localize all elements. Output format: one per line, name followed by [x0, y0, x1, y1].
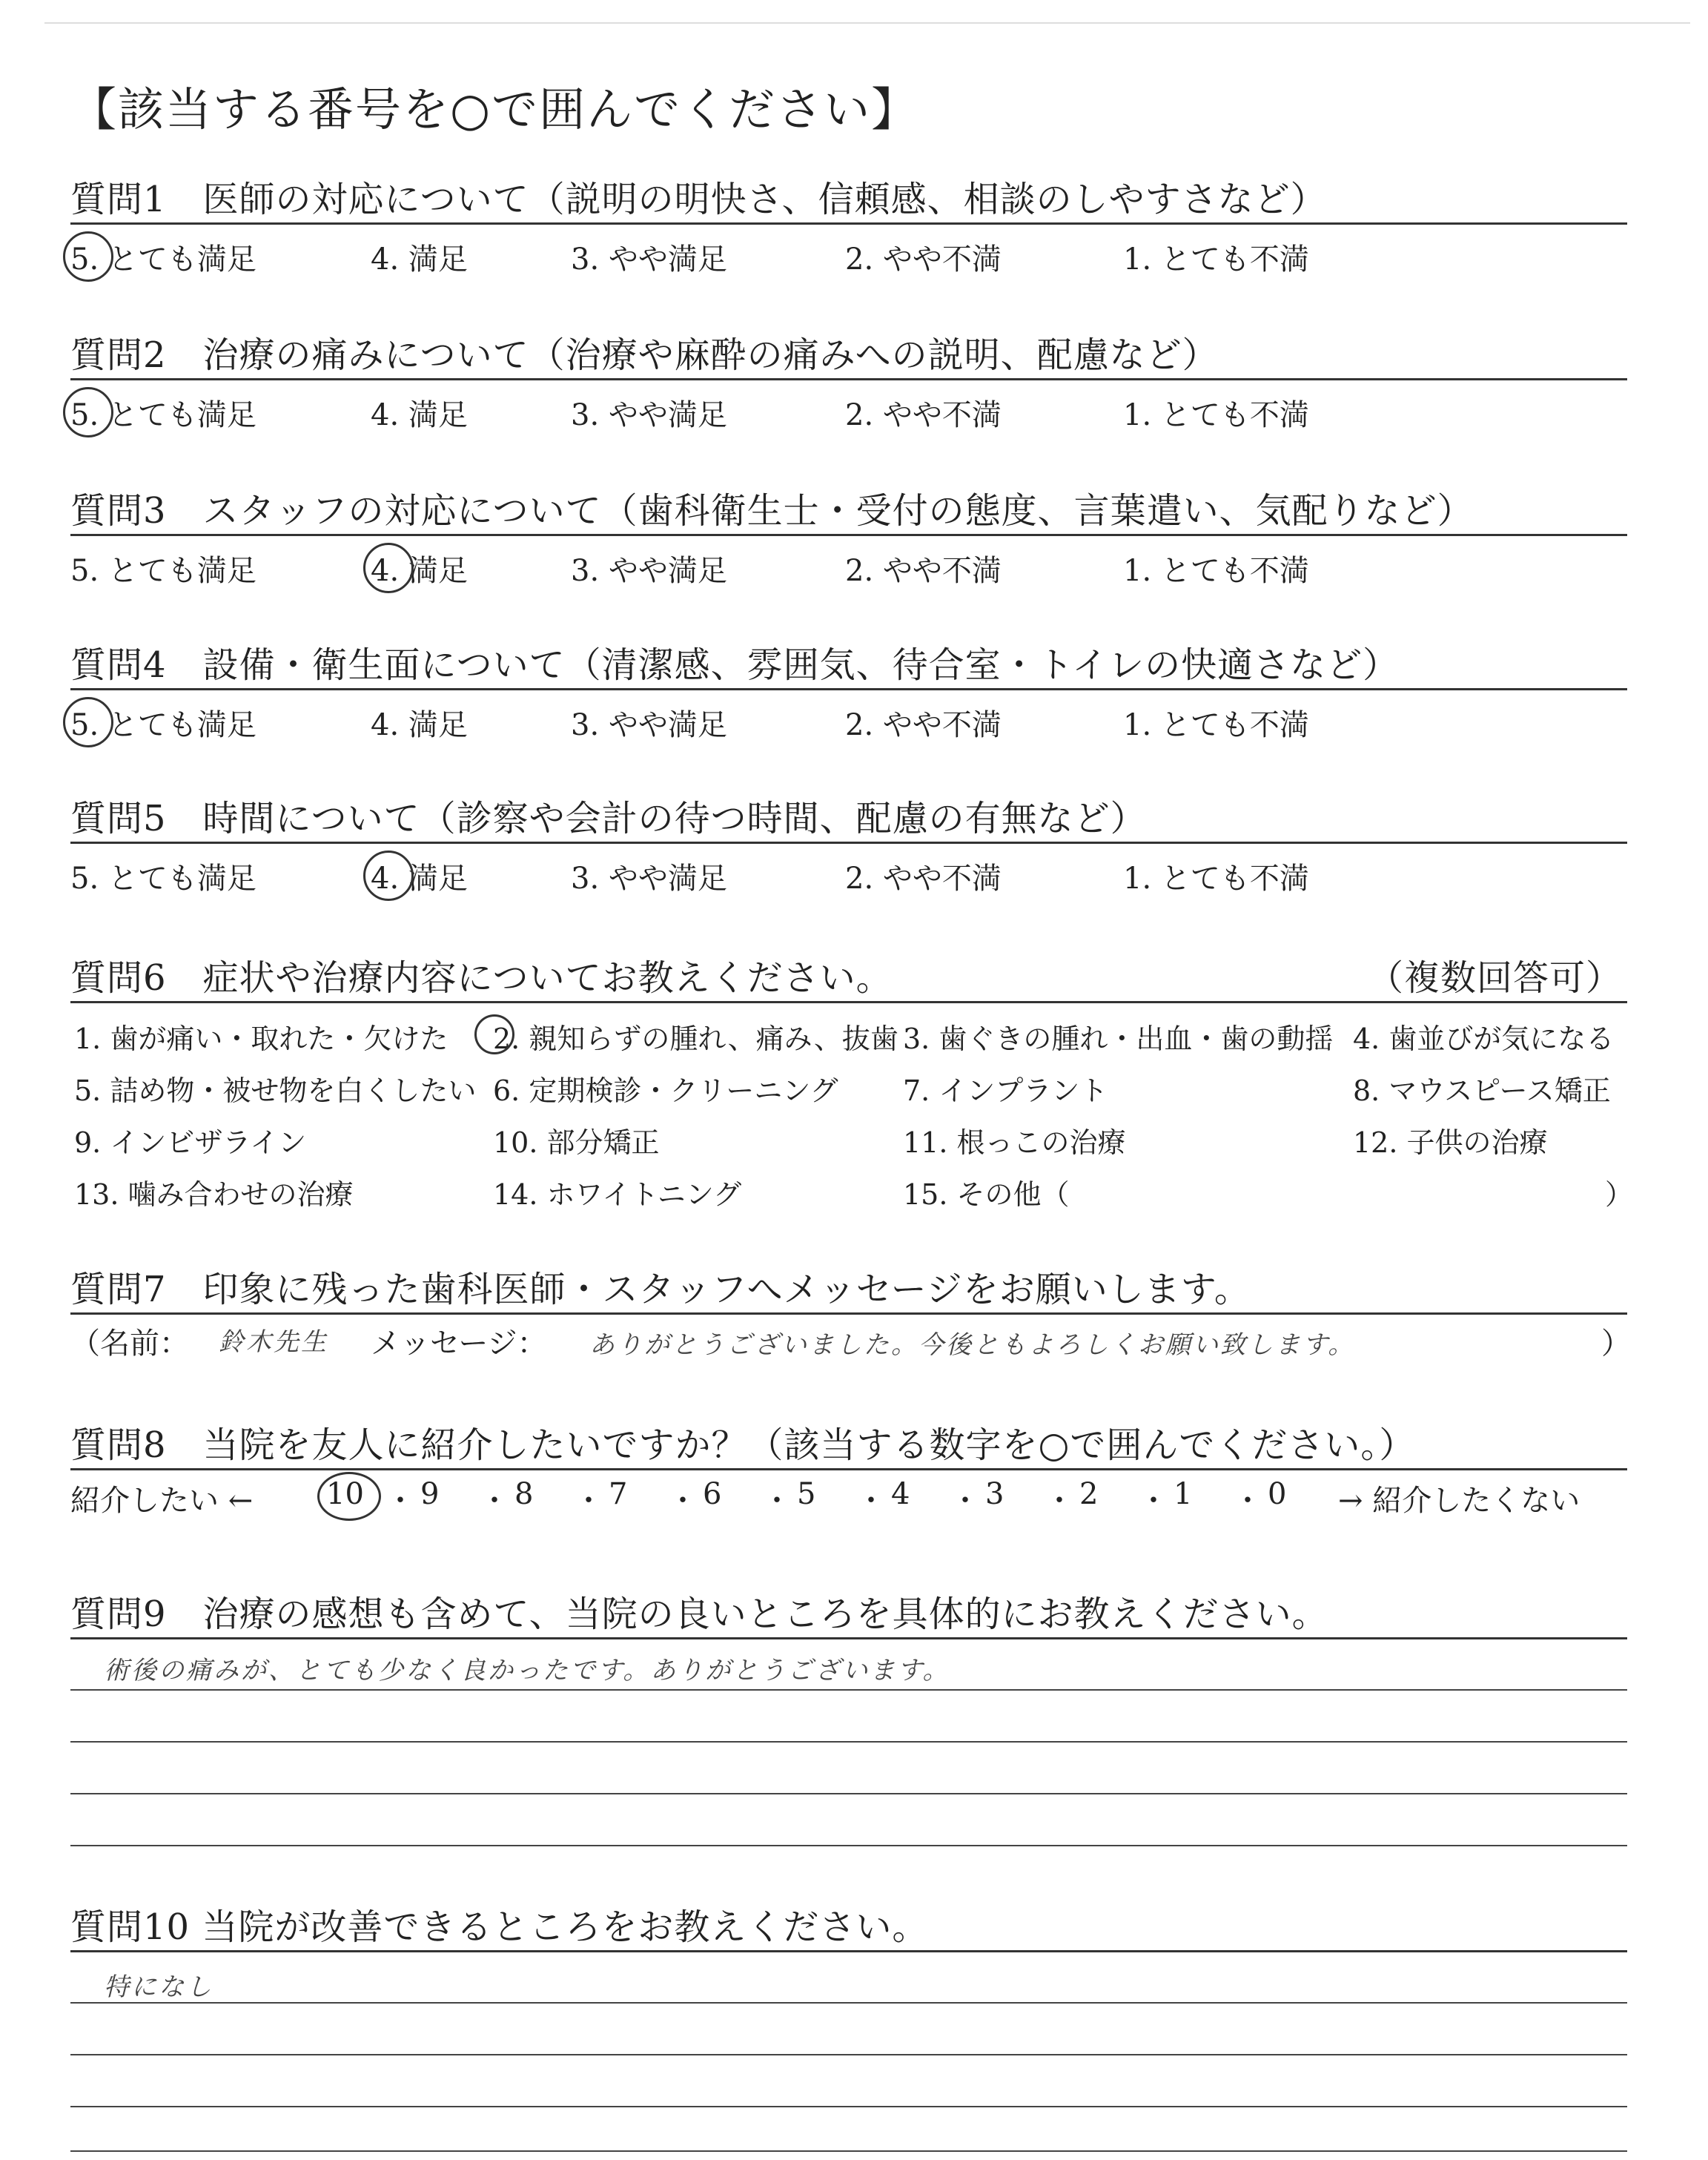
q10-label: 質問10 当院が改善できるところをお教えください。 — [70, 1906, 929, 1948]
q4-option-1[interactable]: 1. とても不満 — [1123, 708, 1309, 742]
q8-scale-0[interactable]: 0 — [1268, 1477, 1287, 1511]
q6-item-10[interactable]: 10. 部分矯正 — [493, 1126, 660, 1159]
q6-item-14[interactable]: 14. ホワイトニング — [493, 1178, 742, 1211]
q6-item-2[interactable]: 2. 親知らずの腫れ、痛み、抜歯 — [493, 1023, 898, 1055]
scan-edge-line — [44, 22, 1690, 24]
q6-note: （複数回答可） — [1368, 957, 1623, 999]
q8-scale-separator: ・ — [480, 1484, 509, 1518]
q4-option-3[interactable]: 3. やや満足 — [571, 708, 727, 742]
q7-message-label: メッセージ： — [371, 1327, 547, 1361]
q6-item-11[interactable]: 11. 根っこの治療 — [903, 1126, 1126, 1159]
q5-option-4[interactable]: 4. 満足 — [371, 862, 468, 896]
q6-item-3[interactable]: 3. 歯ぐきの腫れ・出血・歯の動揺 — [903, 1023, 1334, 1055]
q7-close-paren: ） — [1601, 1327, 1631, 1361]
q5-option-3[interactable]: 3. やや満足 — [571, 862, 727, 896]
q7-name-label: （名前： — [70, 1327, 189, 1361]
q5-label: 質問5 時間について（診察や会計の待つ時間、配慮の有無など） — [70, 798, 1147, 839]
q1-label: 質問1 医師の対応について（説明の明快さ、信頼感、相談のしやすさなど） — [70, 179, 1327, 220]
q6-item-5[interactable]: 5. 詰め物・被せ物を白くしたい — [74, 1074, 477, 1107]
q10-line-1 — [70, 2002, 1627, 2004]
q7-label: 質問7 印象に残った歯科医師・スタッフへメッセージをお願いします。 — [70, 1269, 1251, 1310]
q6-other-close-paren: ） — [1605, 1178, 1634, 1211]
q7-rule — [70, 1312, 1627, 1315]
q8-right-label: → 紹介したくない — [1338, 1484, 1580, 1518]
page-title: 【該当する番号を○で囲んでください】 — [70, 82, 919, 136]
q8-label: 質問8 当院を友人に紹介したいですか？（該当する数字を○で囲んでください。） — [70, 1424, 1416, 1466]
q1-option-1[interactable]: 1. とても不満 — [1123, 242, 1309, 277]
q9-line-1 — [70, 1689, 1627, 1691]
q6-item-12[interactable]: 12. 子供の治療 — [1353, 1126, 1548, 1159]
q4-option-2[interactable]: 2. やや不満 — [845, 708, 1002, 742]
q8-scale-9[interactable]: 9 — [420, 1477, 440, 1511]
q6-item-13[interactable]: 13. 噛み合わせの治療 — [74, 1178, 354, 1211]
q6-item-15[interactable]: 15. その他（ — [903, 1178, 1070, 1211]
q8-scale-separator: ・ — [1139, 1484, 1168, 1518]
q3-selected-circle — [363, 543, 414, 593]
q8-scale-7[interactable]: 7 — [609, 1477, 628, 1511]
q9-line-3 — [70, 1793, 1627, 1794]
q2-option-2[interactable]: 2. やや不満 — [845, 398, 1002, 432]
q8-scale-5[interactable]: 5 — [797, 1477, 816, 1511]
q8-rule — [70, 1468, 1627, 1470]
q6-item-8[interactable]: 8. マウスピース矯正 — [1353, 1074, 1611, 1107]
q3-rule — [70, 534, 1627, 536]
q8-scale-2[interactable]: 2 — [1079, 1477, 1099, 1511]
q2-option-5[interactable]: 5. とても満足 — [70, 398, 256, 432]
q8-scale-8[interactable]: 8 — [514, 1477, 534, 1511]
q8-scale-separator: ・ — [1045, 1484, 1074, 1518]
q4-option-5[interactable]: 5. とても満足 — [70, 708, 256, 742]
q8-scale-6[interactable]: 6 — [703, 1477, 722, 1511]
q8-scale-separator: ・ — [668, 1484, 698, 1518]
q5-option-1[interactable]: 1. とても不満 — [1123, 862, 1309, 896]
q4-option-4[interactable]: 4. 満足 — [371, 708, 468, 742]
q8-scale-separator: ・ — [574, 1484, 603, 1518]
q1-option-5[interactable]: 5. とても満足 — [70, 242, 256, 277]
q1-rule — [70, 222, 1627, 225]
q5-rule — [70, 842, 1627, 844]
q8-scale-separator: ・ — [1233, 1484, 1262, 1518]
q2-selected-circle — [63, 387, 113, 437]
q9-rule — [70, 1637, 1627, 1639]
q8-selected-circle — [317, 1472, 381, 1521]
q8-scale-separator: ・ — [762, 1484, 792, 1518]
q3-option-3[interactable]: 3. やや満足 — [571, 554, 727, 588]
q9-line-2 — [70, 1741, 1627, 1743]
q4-label: 質問4 設備・衛生面について（清潔感、雰囲気、待合室・トイレの快適さなど） — [70, 644, 1400, 686]
q6-item-7[interactable]: 7. インプラント — [903, 1074, 1108, 1107]
q3-option-2[interactable]: 2. やや不満 — [845, 554, 1002, 588]
q3-option-5[interactable]: 5. とても満足 — [70, 554, 256, 588]
q5-option-2[interactable]: 2. やや不満 — [845, 862, 1002, 896]
q9-label: 質問9 治療の感想も含めて、当院の良いところを具体的にお教えください。 — [70, 1593, 1328, 1635]
q2-label: 質問2 治療の痛みについて（治療や麻酔の痛みへの説明、配慮など） — [70, 334, 1219, 376]
q9-line-4 — [70, 1845, 1627, 1846]
q6-selected-circle — [474, 1014, 514, 1054]
q3-option-4[interactable]: 4. 満足 — [371, 554, 468, 588]
q8-scale-separator: ・ — [950, 1484, 980, 1518]
q10-answer[interactable]: 特になし — [104, 1972, 214, 2002]
q8-left-label: 紹介したい ← — [70, 1484, 254, 1518]
q8-scale-10[interactable]: 10 — [326, 1477, 364, 1511]
q10-line-3 — [70, 2106, 1627, 2107]
q5-option-5[interactable]: 5. とても満足 — [70, 862, 256, 896]
q1-option-2[interactable]: 2. やや不満 — [845, 242, 1002, 277]
q2-option-1[interactable]: 1. とても不満 — [1123, 398, 1309, 432]
q10-line-2 — [70, 2054, 1627, 2055]
q4-selected-circle — [63, 697, 113, 747]
q6-label: 質問6 症状や治療内容についてお教えください。 — [70, 957, 893, 999]
q1-option-3[interactable]: 3. やや満足 — [571, 242, 727, 277]
q6-item-4[interactable]: 4. 歯並びが気になる — [1353, 1023, 1615, 1055]
q9-answer[interactable]: 術後の痛みが、とても少なく良かったです。ありがとうございます。 — [104, 1656, 950, 1685]
q1-option-4[interactable]: 4. 満足 — [371, 242, 468, 277]
q7-message-value[interactable]: ありがとうございました。今後ともよろしくお願い致します。 — [589, 1330, 1356, 1360]
q6-item-1[interactable]: 1. 歯が痛い・取れた・欠けた — [74, 1023, 448, 1055]
q10-rule — [70, 1950, 1627, 1952]
q1-selected-circle — [63, 231, 113, 282]
q2-option-3[interactable]: 3. やや満足 — [571, 398, 727, 432]
q8-scale-separator: ・ — [856, 1484, 886, 1518]
q8-scale-1[interactable]: 1 — [1174, 1477, 1193, 1511]
q4-rule — [70, 688, 1627, 690]
q6-item-9[interactable]: 9. インビザライン — [74, 1126, 307, 1159]
q8-scale-separator: ・ — [385, 1484, 415, 1518]
q8-scale-4[interactable]: 4 — [891, 1477, 910, 1511]
q6-rule — [70, 1001, 1627, 1003]
q3-label: 質問3 スタッフの対応について（歯科衛生士・受付の態度、言葉遣い、気配りなど） — [70, 490, 1474, 532]
q5-selected-circle — [363, 851, 414, 901]
q10-line-4 — [70, 2150, 1627, 2152]
q6-item-6[interactable]: 6. 定期検診・クリーニング — [493, 1074, 838, 1107]
q8-scale-3[interactable]: 3 — [985, 1477, 1004, 1511]
q7-name-value[interactable]: 鈴木先生 — [219, 1327, 328, 1357]
q2-rule — [70, 378, 1627, 380]
q3-option-1[interactable]: 1. とても不満 — [1123, 554, 1309, 588]
q2-option-4[interactable]: 4. 満足 — [371, 398, 468, 432]
